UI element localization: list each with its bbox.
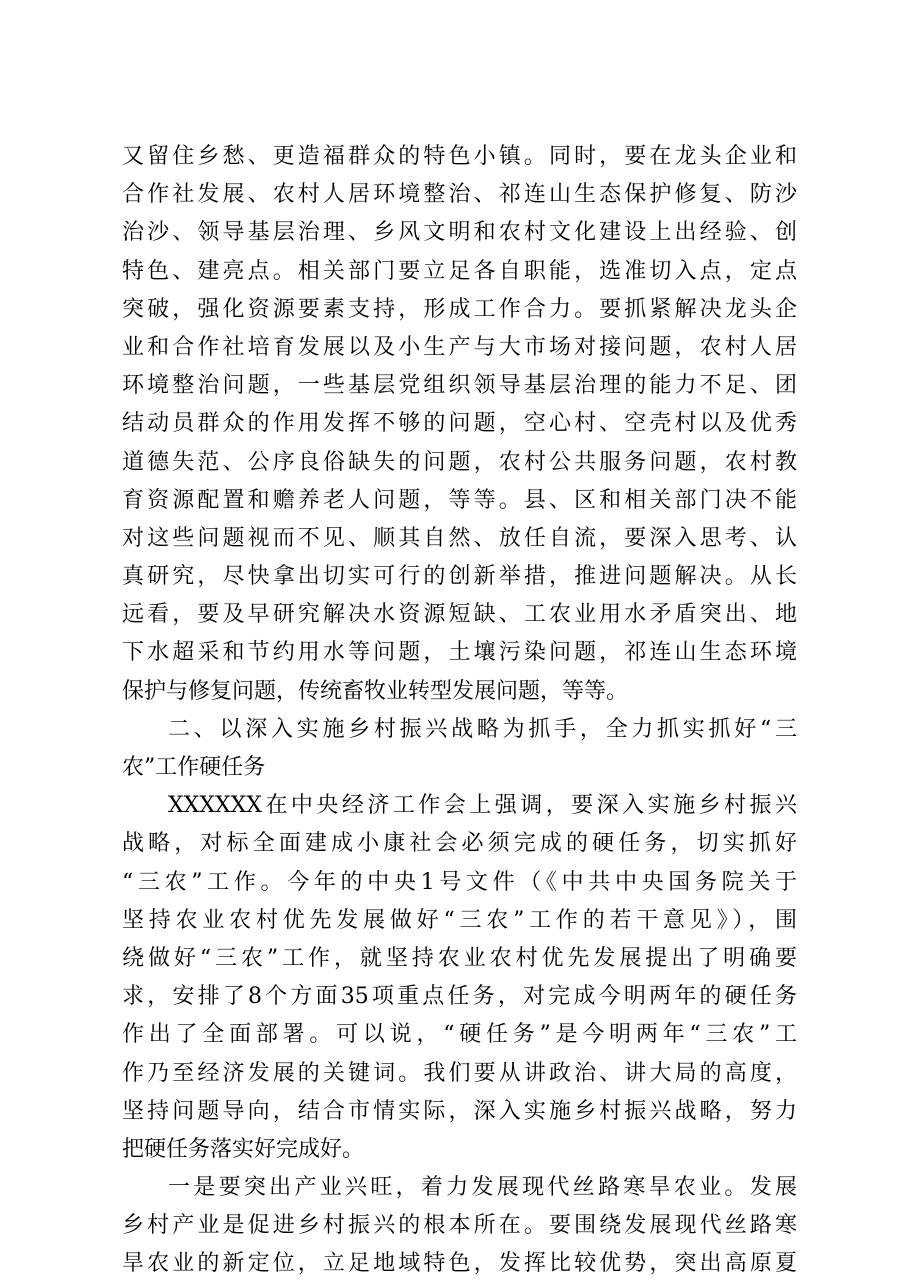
section-heading-line: 二、以深入实施乡村振兴战略为抓手，全力抓实抓好“三 [168, 716, 797, 742]
text-line: 特色、建亮点。相关部门要立足各自职能，选准切入点，定点 [122, 258, 797, 284]
text-line: 对这些问题视而不见、顺其自然、放任自流，要深入思考、认 [122, 525, 797, 551]
text-line: 结动员群众的作用发挥不够的问题，空心村、空壳村以及优秀 [122, 411, 797, 437]
text-line: 战略，对标全面建成小康社会必须完成的硬任务，切实抓好 [122, 831, 797, 857]
text-line: 保护与修复问题，传统畜牧业转型发展问题，等等。 [122, 678, 629, 704]
text-line: 下水超采和节约用水等问题，土壤污染问题，祁连山生态环境 [122, 640, 797, 666]
text-line: 求，安排了8个方面35项重点任务，对完成今明两年的硬任务 [122, 984, 797, 1010]
text-line: 环境整治问题，一些基层党组织领导基层治理的能力不足、团 [122, 373, 797, 399]
text-line: 乡村产业是促进乡村振兴的根本所在。要围绕发展现代丝路寒 [122, 1213, 797, 1239]
text-line: 坚持农业农村优先发展做好“三农”工作的若干意见》），围 [122, 907, 797, 933]
text-line: 把硬任务落实好完成好。 [122, 1136, 365, 1162]
text-line: 作乃至经济发展的关键词。我们要从讲政治、讲大局的高度， [122, 1060, 797, 1086]
text-line: 坚持问题导向，结合市情实际，深入实施乡村振兴战略，努力 [122, 1098, 797, 1124]
text-line: XXXXXX在中央经济工作会上强调，要深入实施乡村振兴 [168, 793, 797, 819]
text-line: 治沙、领导基层治理、乡风文明和农村文化建设上出经验、创 [122, 220, 797, 246]
text-line: 合作社发展、农村人居环境整治、祁连山生态保护修复、防沙 [122, 182, 797, 208]
text-line: 旱农业的新定位，立足地域特色，发挥比较优势，突出高原夏 [122, 1251, 797, 1277]
text-line: 远看，要及早研究解决水资源短缺、工农业用水矛盾突出、地 [122, 602, 797, 628]
text-line: 育资源配置和赡养老人问题，等等。县、区和相关部门决不能 [122, 487, 797, 513]
text-line: 真研究，尽快拿出切实可行的创新举措，推进问题解决。从长 [122, 564, 797, 590]
text-line: 绕做好“三农”工作，就坚持农业农村优先发展提出了明确要 [122, 945, 797, 971]
text-line: 突破，强化资源要素支持，形成工作合力。要抓紧解决龙头企 [122, 296, 797, 322]
section-heading-line: 农”工作硬任务 [122, 755, 266, 780]
text-line: 一是要突出产业兴旺，着力发展现代丝路寒旱农业。发展 [168, 1175, 797, 1201]
body-text [122, 138, 797, 1284]
text-line: 又留住乡愁、更造福群众的特色小镇。同时，要在龙头企业和 [122, 144, 797, 169]
text-line: 道德失范、公序良俗缺失的问题，农村公共服务问题，农村教 [122, 449, 797, 475]
text-line: 业和合作社培育发展以及小生产与大市场对接问题，农村人居 [122, 334, 797, 360]
text-line: 作出了全面部署。可以说，“硬任务”是今明两年“三农”工 [122, 1022, 797, 1048]
text-line: “三农”工作。今年的中央1号文件（《中共中央国务院关于 [122, 869, 797, 895]
